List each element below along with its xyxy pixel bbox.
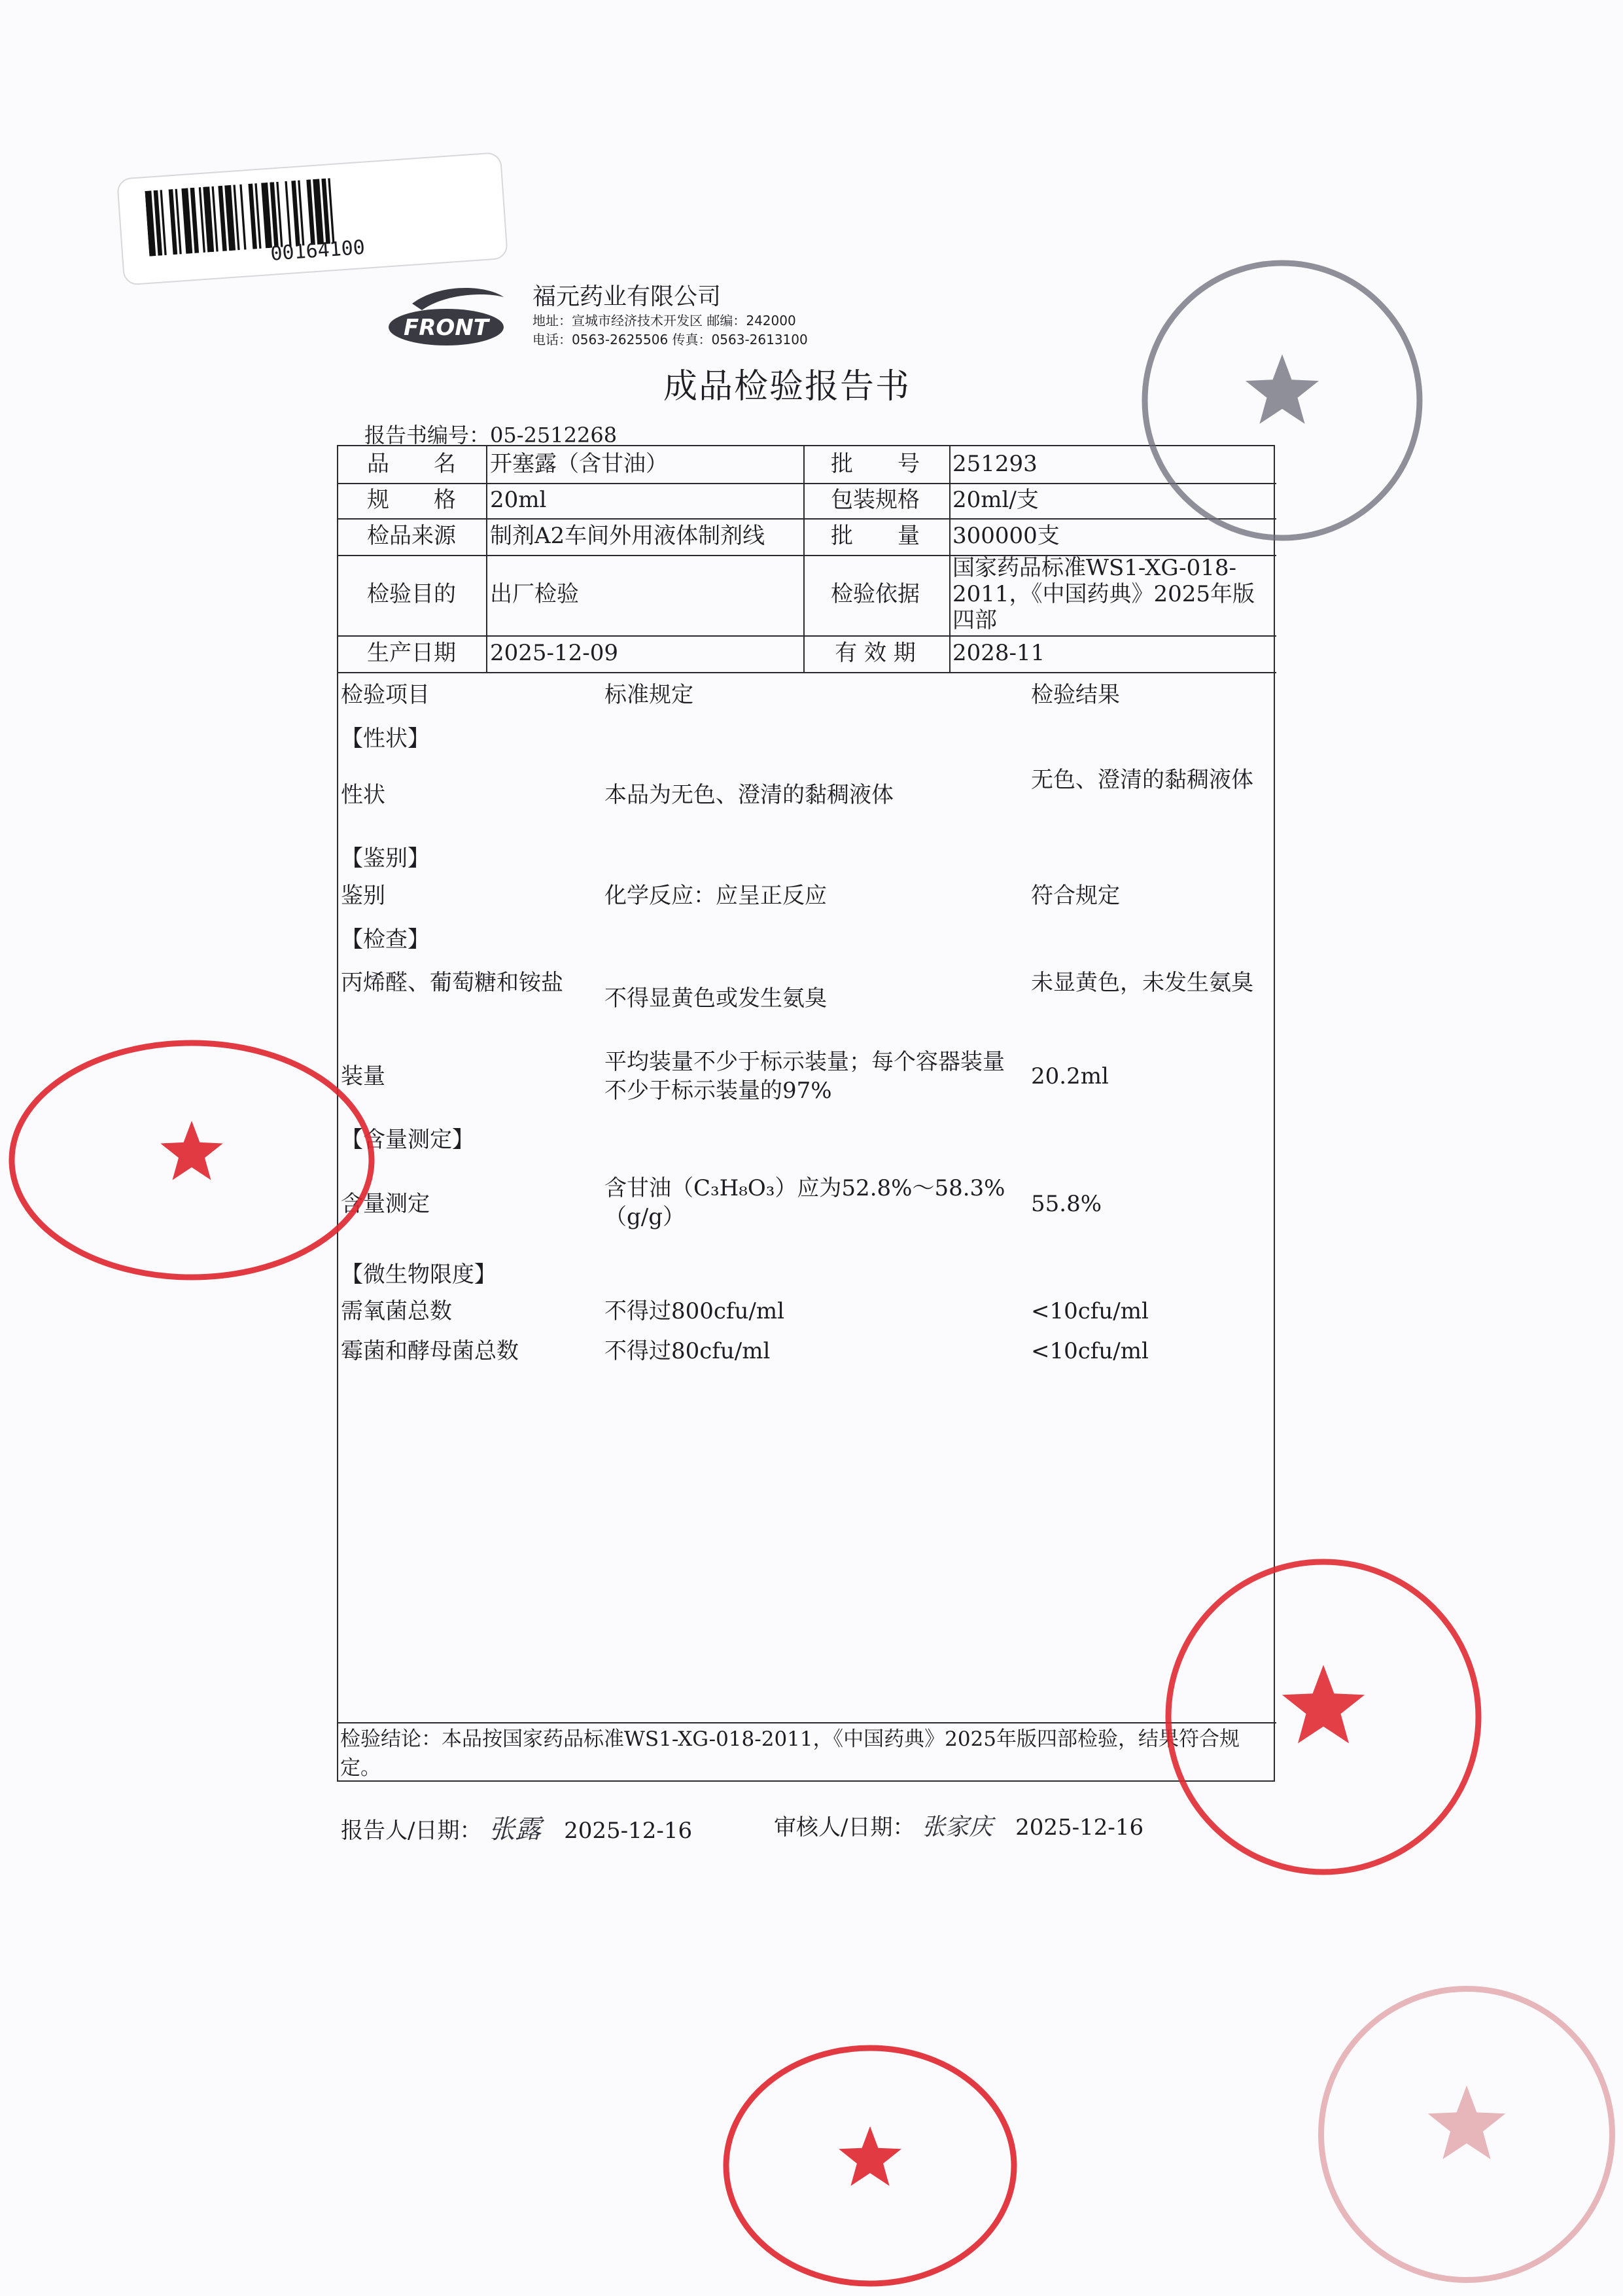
reporter-signature: 张露 [489,1814,542,1845]
stamp-star [1428,2085,1506,2159]
batch-label: 批 号 [831,451,920,477]
section-title: 【检查】 [341,927,430,953]
results-header-standard: 标准规定 [604,682,693,708]
result-standard: 不得过80cfu/ml [604,1338,771,1364]
stamp-ring [726,2048,1014,2284]
report-stamp-left [5,1036,378,1284]
packaging-label: 包装规格 [831,487,920,513]
quantity-label: 批 量 [831,523,920,549]
reporter-line [341,1809,692,1846]
inspection-conclusion: 检验结论：本品按国家药品标准WS1-XG-018-2011，《中国药典》2025年版四部检验，结果符合规定。 [340,1727,1240,1780]
purpose-label: 检验目的 [367,581,456,607]
reviewer-date: 2025-12-16 [1015,1814,1144,1841]
result-value: 无色、澄清的黏稠液体 [1031,767,1253,793]
company-name: 福元药业有限公司 [532,283,722,310]
result-value: 20.2ml [1031,1063,1109,1089]
result-standard: 不得显黄色或发生氨臭 [604,985,827,1012]
stamp-ring [12,1043,372,1277]
reporter-date: 2025-12-16 [564,1818,693,1844]
inspection-stamp-corner [1315,1983,1619,2287]
expiry-value: 2028-11 [952,640,1045,666]
report-number-value: 05-2512268 [490,423,618,448]
result-value: <10cfu/ml [1031,1338,1149,1364]
purpose-value: 出厂检验 [490,581,579,607]
packaging-value: 20ml/支 [952,487,1039,513]
reviewer-label: 审核人/日期： [774,1814,915,1841]
source-label: 检品来源 [367,523,456,549]
result-standard: 不得过800cfu/ml [604,1298,784,1324]
result-value: 符合规定 [1031,883,1120,909]
result-value: <10cfu/ml [1031,1298,1149,1324]
basis-label: 检验依据 [831,581,920,607]
stamp-ring [1321,1989,1613,2280]
product-name-label: 品 名 [367,451,456,477]
stamp-star [160,1121,222,1180]
reviewer-line [774,1809,1143,1842]
barcode-label [116,152,508,286]
result-item: 丙烯醛、葡萄糖和铵盐 [341,970,563,996]
reviewer-signature: 张家庆 [922,1814,993,1841]
source-value: 制剂A2车间外用液体制剂线 [490,523,765,549]
basis-value: 国家药品标准WS1-XG-018-2011，《中国药典》2025年版四部 [952,555,1255,633]
result-standard: 化学反应：应呈正反应 [604,883,827,909]
barcode-bar [239,185,246,250]
section-title: 【微生物限度】 [341,1262,497,1288]
spec-label: 规 格 [367,487,456,513]
stamp-star [1282,1665,1365,1743]
section-title: 【鉴别】 [341,845,430,872]
company-phone: 电话：0563-2625506 传真：0563-2613100 [532,332,808,347]
spec-value: 20ml [490,487,547,513]
quantity-value: 300000支 [952,523,1060,549]
company-logo [386,284,509,353]
logo-text: FRONT [404,315,489,341]
product-name-value: 开塞露（含甘油） [490,451,668,477]
production-date-label: 生产日期 [367,640,456,666]
report-title: 成品检验报告书 [663,367,911,406]
result-standard: 本品为无色、澄清的黏稠液体 [604,782,894,808]
section-title: 【性状】 [341,726,430,752]
result-value: 未显黄色，未发生氨臭 [1031,970,1253,996]
stamp-star [839,2127,901,2186]
expiry-label: 有 效 期 [835,640,916,666]
stamp-star [1246,354,1319,423]
result-item: 含量测定 [341,1191,430,1217]
barcode-bar [285,181,291,247]
report-number-label: 报告书编号： [364,423,491,448]
result-standard: 含甘油（C₃H₈O₃）应为52.8%～58.3%（g/g） [604,1175,1005,1230]
reporter-label: 报告人/日期： [341,1818,482,1844]
company-address: 地址：宣城市经济技术开发区 邮编：242000 [532,313,796,328]
result-item: 霉菌和酵母菌总数 [341,1338,519,1364]
result-standard: 平均装量不少于标示装量；每个容器装量不少于标示装量的97% [604,1049,1005,1104]
results-header-result: 检验结果 [1031,682,1120,708]
result-value: 55.8% [1031,1191,1102,1217]
section-title: 【含量测定】 [341,1127,474,1153]
result-item: 鉴别 [341,883,385,909]
copy-stamp-bottom [720,2041,1021,2290]
production-date-value: 2025-12-09 [490,640,619,666]
results-header-item: 检验项目 [341,682,430,708]
barcode-number: 00164100 [270,236,366,266]
batch-value: 251293 [952,451,1038,477]
result-item: 需氧菌总数 [341,1298,452,1324]
result-item: 性状 [341,782,385,808]
result-item: 装量 [341,1063,385,1089]
